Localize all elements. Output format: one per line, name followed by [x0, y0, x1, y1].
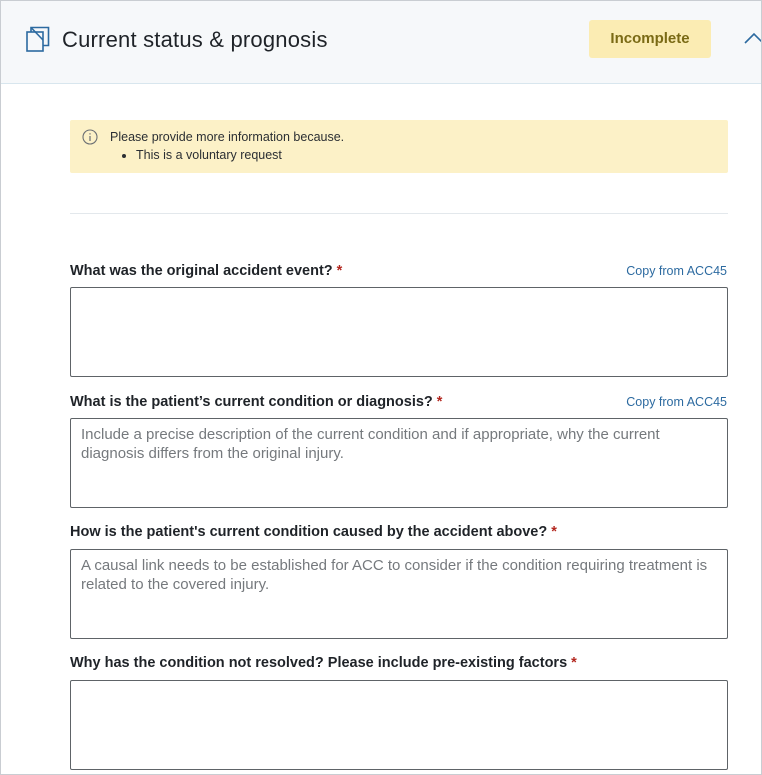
not-resolved-label: Why has the condition not resolved? Please include pre-existing factors * — [70, 655, 577, 671]
required-marker: * — [436, 394, 443, 410]
info-notice — [70, 120, 728, 173]
report-document-icon — [26, 26, 50, 52]
causal-link-input[interactable] — [70, 549, 728, 639]
copy-from-acc45-link[interactable]: Copy from ACC45 — [626, 264, 727, 278]
info-circle-icon — [82, 129, 98, 145]
not-resolved-input[interactable] — [70, 680, 728, 770]
current-condition-label: What is the patient’s current condition or diagnosis? * — [70, 394, 443, 410]
section-header[interactable] — [1, 1, 761, 84]
accident-event-input[interactable] — [70, 287, 728, 377]
copy-from-acc45-link[interactable]: Copy from ACC45 — [626, 395, 727, 409]
chevron-up-icon[interactable] — [743, 31, 762, 47]
notice-reason-item: • This is a voluntary request — [136, 147, 282, 163]
current-condition-input[interactable] — [70, 418, 728, 508]
divider — [70, 213, 728, 214]
section-title: Current status & prognosis — [62, 27, 328, 52]
required-marker: * — [336, 263, 343, 279]
notice-reasons — [120, 147, 282, 163]
notice-message: Please provide more information because. — [110, 130, 345, 144]
required-marker: * — [551, 524, 557, 540]
status-badge: Incomplete — [589, 20, 711, 58]
causal-link-label: How is the patient's current condition caused by the accident above? * — [70, 524, 557, 540]
accident-event-label: What was the original accident event? * — [70, 263, 343, 279]
required-marker: * — [571, 655, 577, 671]
